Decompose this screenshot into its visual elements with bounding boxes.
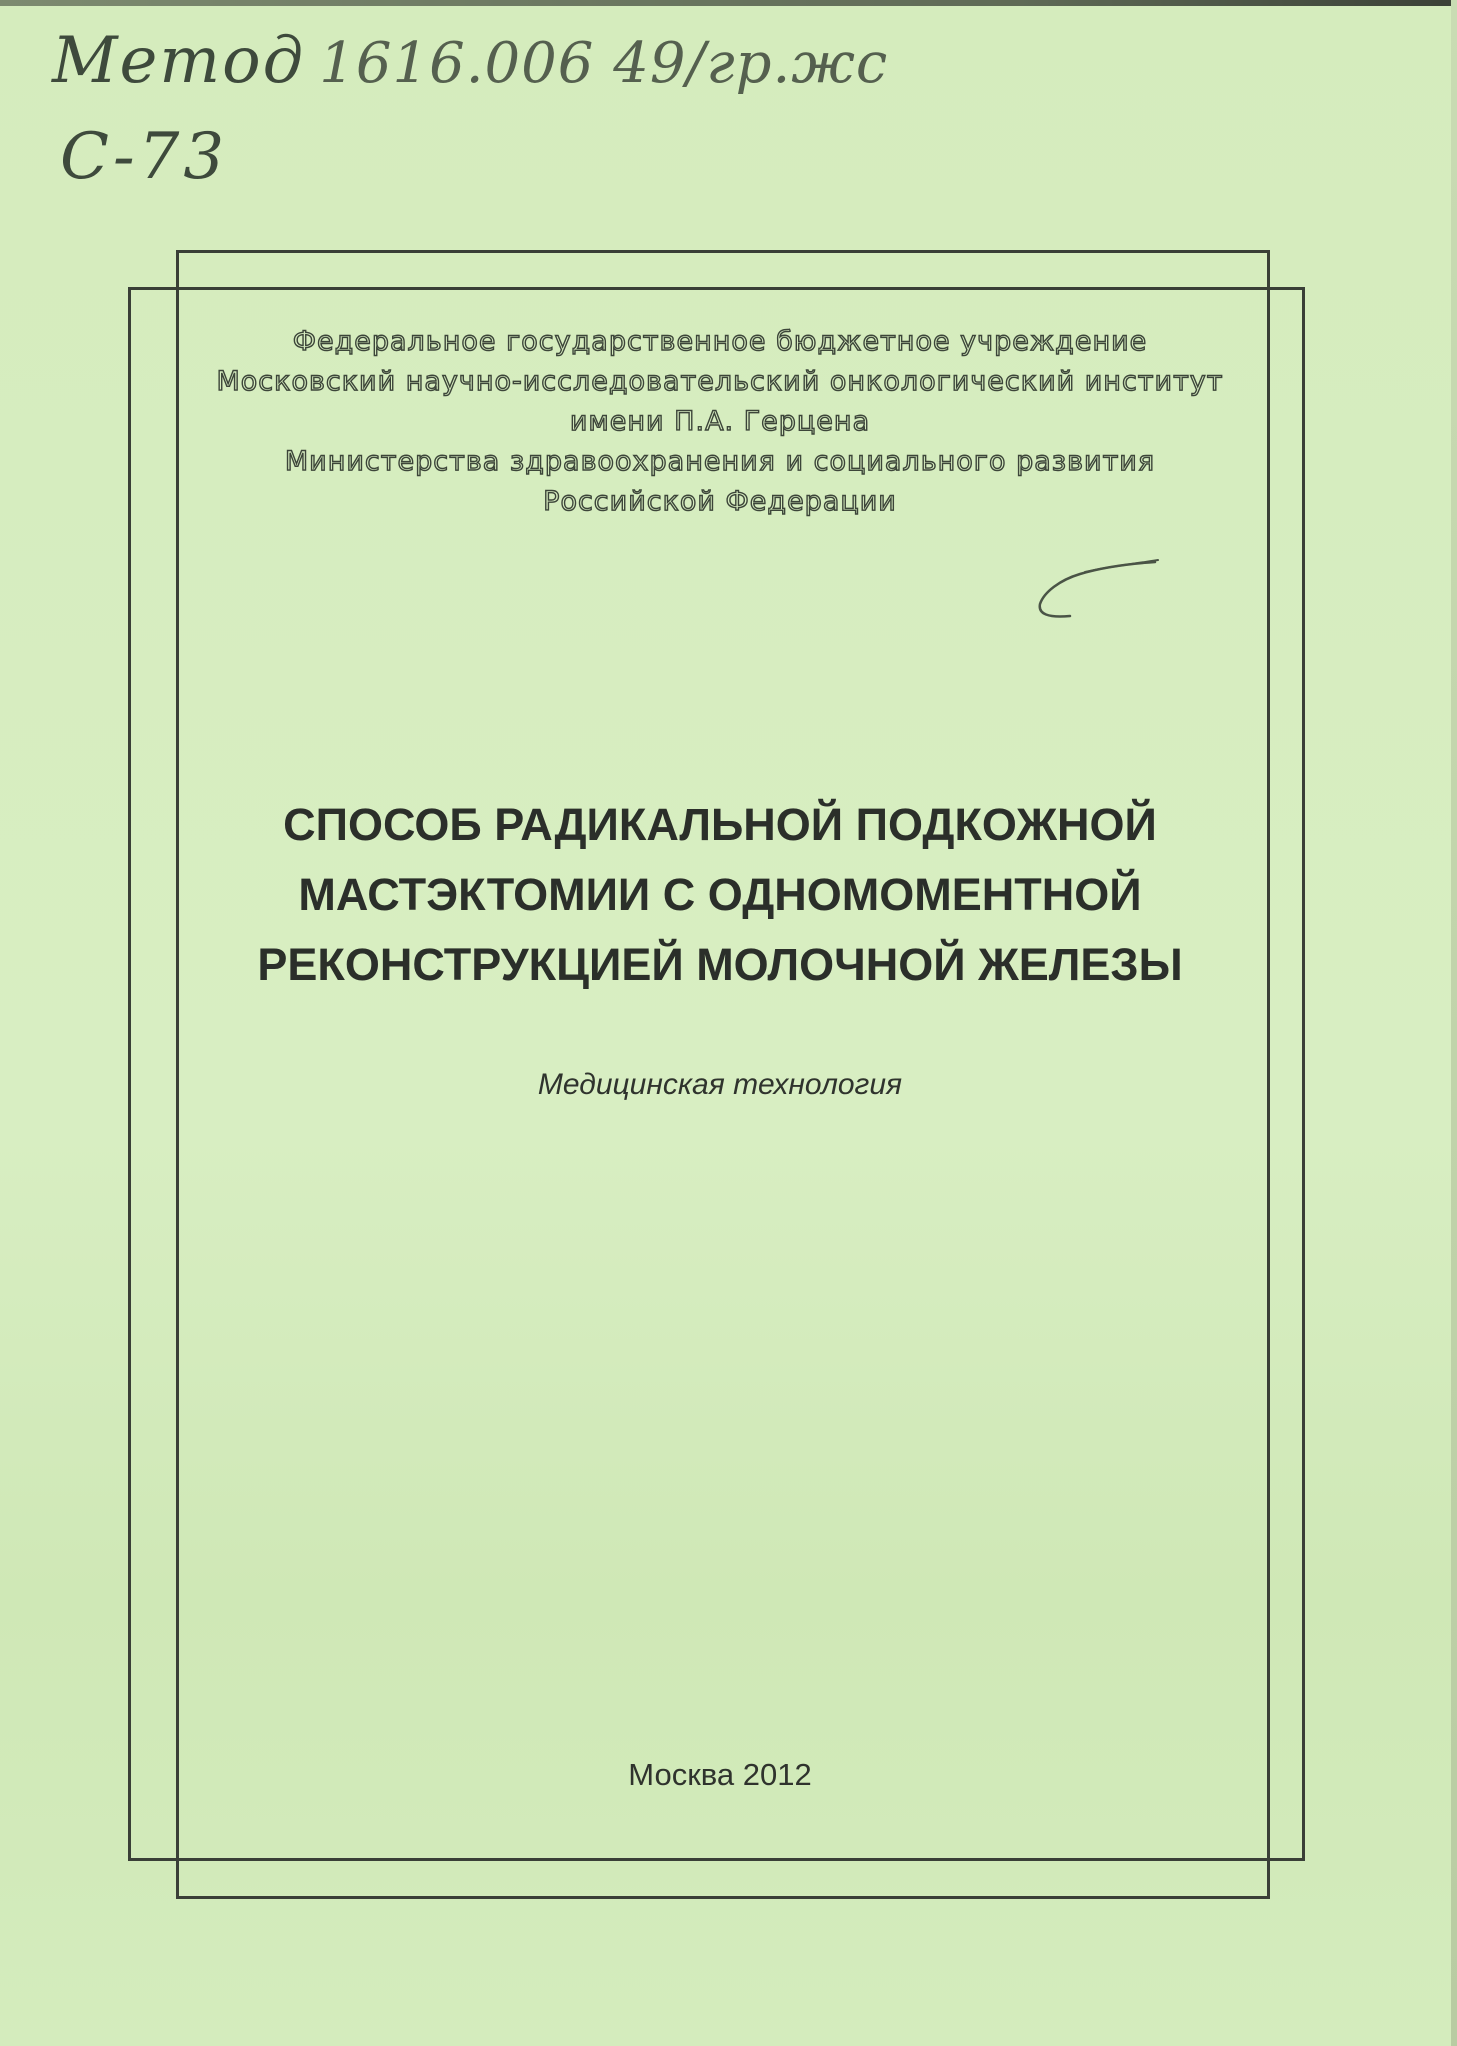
title-line: МАСТЭКТОМИИ С ОДНОМОМЕНТНОЙ	[298, 869, 1142, 920]
handwritten-catalog-number: 1616.006 49/гр.жс	[319, 31, 889, 96]
scan-edge-right	[1451, 0, 1457, 2046]
institution-line: Российской Федерации	[543, 486, 897, 517]
document-subtitle: Медицинская технология	[537, 1068, 903, 1101]
handwritten-prefix: Метод	[52, 24, 306, 98]
institution-block	[150, 322, 1290, 522]
pen-signature-mark	[1030, 556, 1160, 626]
institution-line: Министерства здравоохранения и социального развития	[284, 446, 1156, 477]
institution-line: Федеральное государственное бюджетное учреждение	[292, 326, 1148, 357]
institution-line: имени П.А. Герцена	[569, 406, 871, 437]
title-line: РЕКОНСТРУКЦИЕЙ МОЛОЧНОЙ ЖЕЛЕЗЫ	[257, 939, 1183, 990]
title-line: СПОСОБ РАДИКАЛЬНОЙ ПОДКОЖНОЙ	[283, 799, 1157, 850]
place-and-year: Москва 2012	[628, 1757, 812, 1792]
institution-line: Московский научно-исследовательский онкологический институт	[216, 366, 1224, 397]
handwritten-note-line-1	[52, 24, 888, 98]
document-title	[150, 790, 1290, 1000]
handwritten-note-line-2: С-73	[60, 120, 229, 194]
scan-edge-top	[0, 0, 1457, 6]
